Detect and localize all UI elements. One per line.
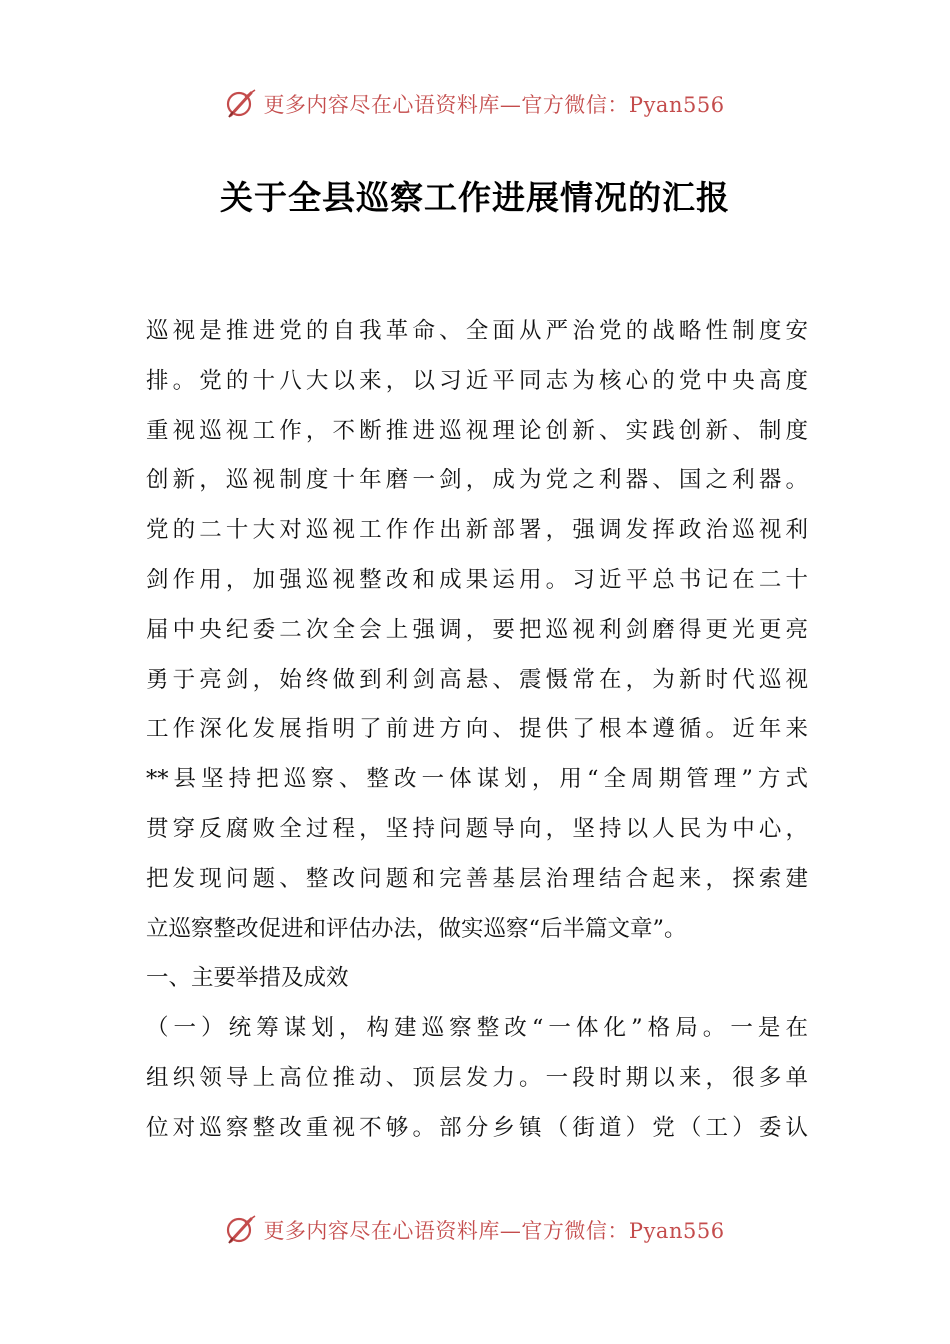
body-line: 排。党的十八大以来，以习近平同志为核心的党中央高度	[146, 367, 808, 394]
body-line: 工作深化发展指明了前进方向、提供了根本遵循。近年来	[146, 716, 808, 743]
body-line: 重视巡视工作，不断推进巡视理论创新、实践创新、制度	[146, 417, 808, 444]
body-line: 党的二十大对巡视工作作出新部署，强调发挥政治巡视利	[146, 517, 808, 544]
body-line: 创新，巡视制度十年磨一剑，成为党之利器、国之利器。	[146, 467, 808, 494]
body-line: （一）统筹谋划，构建巡察整改“一体化”格局。一是在	[146, 1015, 808, 1042]
body-line: 巡视是推进党的自我革命、全面从严治党的战略性制度安	[146, 318, 808, 344]
watermark-text: 更多内容尽在心语资料库—官方微信：Pyan556	[263, 93, 725, 117]
body-line: 把发现问题、整改问题和完善基层治理结合起来，探索建	[146, 865, 808, 892]
body-line: 届中央纪委二次全会上强调，要把巡视利剑磨得更光更亮	[146, 616, 808, 643]
watermark-text: 更多内容尽在心语资料库—官方微信：Pyan556	[263, 1219, 725, 1243]
body-line: 贯穿反腐败全过程，坚持问题导向，坚持以人民为中心，	[146, 815, 808, 842]
header-watermark-banner	[0, 84, 950, 124]
document-title: 关于全县巡察工作进展情况的汇报	[220, 178, 730, 217]
body-line: **县坚持把巡察、整改一体谋划，用“全周期管理”方式	[146, 766, 808, 793]
body-line: 组织领导上高位推动、顶层发力。一段时期以来，很多单	[146, 1064, 808, 1091]
pen-logo-icon	[225, 88, 257, 120]
section-heading: 一、主要举措及成效	[146, 965, 349, 992]
body-line: 位对巡察整改重视不够。部分乡镇（街道）党（工）委认	[146, 1114, 808, 1141]
body-line: 立巡察整改促进和评估办法，做实巡察“后半篇文章”。	[146, 915, 687, 942]
body-line: 勇于亮剑，始终做到利剑高悬、震慑常在，为新时代巡视	[146, 666, 808, 693]
body-line: 剑作用，加强巡视整改和成果运用。习近平总书记在二十	[146, 566, 808, 593]
footer-watermark-banner	[0, 1210, 950, 1250]
pen-logo-icon	[225, 1214, 257, 1246]
document-body	[146, 307, 808, 1154]
